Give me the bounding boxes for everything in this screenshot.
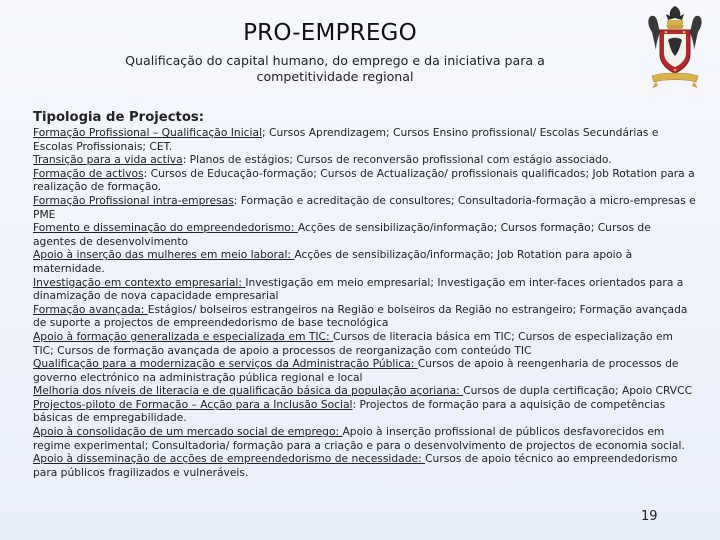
list-item xyxy=(33,167,697,194)
entry-text: : Planos de estágios; Cursos de reconversão profissional com estágio associado. xyxy=(182,153,612,167)
list-item xyxy=(33,452,697,479)
entry-text: Cursos de apoio técnico ao empreendedorismo para públicos fragilizados e vulneráveis. xyxy=(33,452,678,479)
project-types-list xyxy=(33,126,697,479)
page-number: 19 xyxy=(641,509,658,524)
entry-text: Cursos de apoio à reengenharia de processos de governo electrónico na administração pública regional e local xyxy=(33,357,679,384)
entry-label: Transição para a vida activa xyxy=(33,153,183,167)
entry-label: Fomento e disseminação do empreendedorismo: xyxy=(33,221,298,235)
entry-text: Investigação em meio empresarial; Investigação em inter-faces orientados para a dinamização de nova capacidade empresarial xyxy=(33,275,684,303)
entry-text: : Cursos de Educação-formação; Cursos de Actualização/ profissionais qualificados; Job Rotation para a realização de formação. xyxy=(33,166,695,194)
entry-label: Projectos-piloto de Formação – Acção para a Inclusão Social xyxy=(33,397,353,411)
entry-text: Acções de sensibilização/informação; Cursos formação; Cursos de agentes de desenvolvimento xyxy=(33,221,651,248)
entry-label: Formação Profissional intra-empresas xyxy=(33,193,234,207)
list-item xyxy=(33,126,697,153)
list-item xyxy=(33,276,697,303)
entry-text: Acções de sensibilização/informação; Job Rotation para apoio à maternidade. xyxy=(33,248,633,275)
list-item xyxy=(33,384,697,398)
list-item xyxy=(33,398,697,425)
entry-text: Estágios/ bolseiros estrangeiros na Região e bolseiros da Região no estrangeiro; Formação avançada de suporte a projectos de empreendedorismo de base tecnológica xyxy=(33,302,688,330)
list-item xyxy=(33,248,697,275)
entry-label: Melhoria dos níveis de literacia e de qualificação básica da população açoriana: xyxy=(33,384,464,398)
entry-text: Cursos de dupla certificação; Apoio CRVCC xyxy=(463,384,693,398)
entry-label: Apoio à consolidação de um mercado social de emprego: xyxy=(33,425,343,439)
entry-label: Formação Profissional – Qualificação Inicial xyxy=(33,126,263,139)
slide-subtitle: Qualificação do capital humano, do emprego e da iniciativa para a competitividade regional xyxy=(125,53,545,84)
entry-text: : Projectos de formação para a aquisição de competências básicas de empregabilidade. xyxy=(33,397,666,425)
list-item xyxy=(33,425,697,452)
entry-label: Qualificação para a modernização e serviços da Administração Pública: xyxy=(33,357,418,371)
list-item xyxy=(33,221,697,248)
entry-label: Apoio à formação generalizada e especializada em TIC: xyxy=(33,329,334,343)
entry-text: Cursos de literacia básica em TIC; Cursos de especialização em TIC; Cursos de formação avançada de apoio a processos de reorganização com conteúdo TIC xyxy=(33,329,673,357)
azores-coat-of-arms-icon xyxy=(646,2,704,92)
entry-text: ; Cursos Aprendizagem; Cursos Ensino profissional/ Escolas Secundárias e Escolas Profissionais; CET. xyxy=(33,126,659,153)
entry-text: Apoio à inserção profissional de públicos desfavorecidos em regime experimental; Consultadoria/ formação para a criação e para o desenvolvimento de projectos de economia social. xyxy=(33,425,685,452)
list-item xyxy=(33,153,697,167)
list-item xyxy=(33,330,697,357)
section-heading: Tipologia de Projectos: xyxy=(33,110,205,125)
entry-label: Formação avançada: xyxy=(33,302,148,316)
entry-label: Investigação em contexto empresarial: xyxy=(33,275,246,289)
list-item xyxy=(33,357,697,384)
entry-label: Formação de activos xyxy=(33,166,144,180)
entry-label: Apoio à disseminação de acções de empreendedorismo de necessidade: xyxy=(33,452,426,466)
slide-title: PRO-EMPREGO xyxy=(243,20,417,46)
entry-text: : Formação e acreditação de consultores; Consultadoria-formação a micro-empresas e PME xyxy=(33,193,696,221)
list-item xyxy=(33,194,697,221)
entry-label: Apoio à inserção das mulheres em meio laboral: xyxy=(33,248,295,262)
list-item xyxy=(33,303,697,330)
